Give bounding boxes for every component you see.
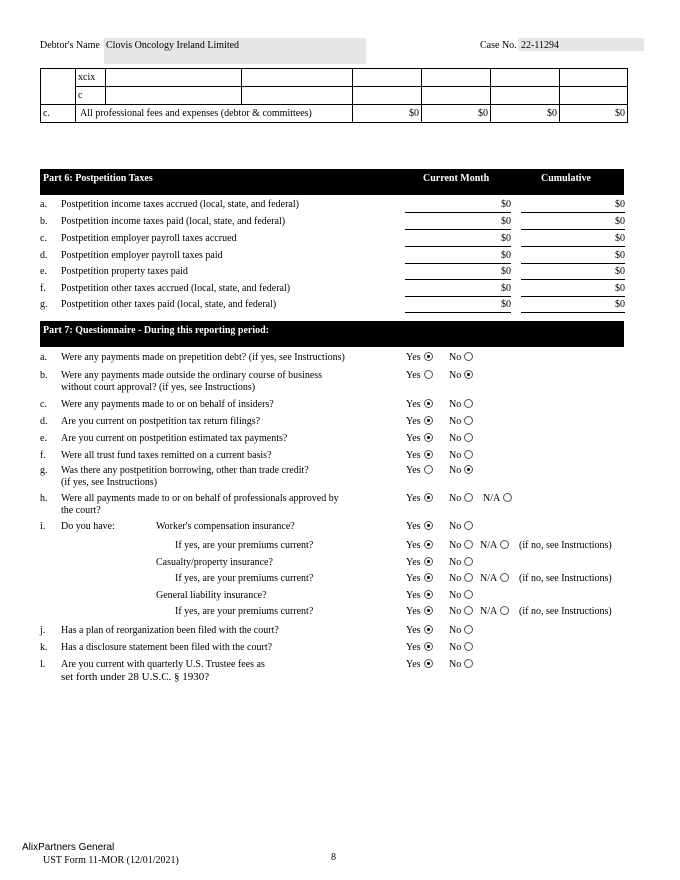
total-row-label: All professional fees and expenses (debtor & committees): [76, 105, 353, 123]
row-id: c: [76, 87, 106, 105]
current-month-value: $0: [405, 266, 511, 280]
no-radio[interactable]: [464, 370, 473, 379]
part6-col-current: Current Month: [423, 173, 490, 184]
no-radio[interactable]: [464, 399, 473, 408]
debtor-name-label: Debtor's Name: [40, 40, 100, 51]
case-number-value: 22-11294: [521, 40, 559, 51]
no-radio[interactable]: [464, 557, 473, 566]
part6-row: b. Postpetition income taxes paid (local, state, and federal) $0 $0: [40, 216, 630, 232]
yes-radio[interactable]: [424, 540, 433, 549]
no-radio[interactable]: [464, 590, 473, 599]
footer-brand: AlixPartners General: [22, 842, 115, 853]
no-radio[interactable]: [464, 540, 473, 549]
part6-row: d. Postpetition employer payroll taxes paid $0 $0: [40, 250, 630, 266]
no-radio[interactable]: [464, 606, 473, 615]
part6-col-cumulative: Cumulative: [541, 173, 591, 184]
total-value: $0: [353, 105, 422, 123]
part7-header-bar: [40, 321, 624, 347]
page-number: 8: [331, 852, 336, 863]
part6-row: g. Postpetition other taxes paid (local, state, and federal) $0 $0: [40, 299, 630, 315]
total-row: [41, 105, 628, 123]
yes-radio[interactable]: [424, 399, 433, 408]
na-radio[interactable]: [503, 493, 512, 502]
case-number-label: Case No.: [480, 40, 517, 51]
yes-radio[interactable]: [424, 521, 433, 530]
current-month-value: $0: [405, 199, 511, 213]
yes-radio[interactable]: [424, 370, 433, 379]
total-value: $0: [491, 105, 560, 123]
cumulative-value: $0: [521, 216, 625, 230]
na-radio[interactable]: [500, 573, 509, 582]
na-radio[interactable]: [500, 606, 509, 615]
professional-fees-table: [40, 68, 628, 123]
part6-row: f. Postpetition other taxes accrued (local, state, and federal) $0 $0: [40, 283, 630, 299]
cumulative-value: $0: [521, 233, 625, 247]
no-radio[interactable]: [464, 659, 473, 668]
current-month-value: $0: [405, 233, 511, 247]
yes-radio[interactable]: [424, 450, 433, 459]
cumulative-value: $0: [521, 299, 625, 313]
part6-title: Part 6: Postpetition Taxes: [43, 173, 153, 184]
part6-row: c. Postpetition employer payroll taxes accrued $0 $0: [40, 233, 630, 249]
yes-radio[interactable]: [424, 493, 433, 502]
cumulative-value: $0: [521, 283, 625, 297]
yes-radio[interactable]: [424, 557, 433, 566]
na-radio[interactable]: [500, 540, 509, 549]
current-month-value: $0: [405, 250, 511, 264]
current-month-value: $0: [405, 299, 511, 313]
yes-radio[interactable]: [424, 573, 433, 582]
total-value: $0: [422, 105, 491, 123]
no-radio[interactable]: [464, 465, 473, 474]
no-radio[interactable]: [464, 352, 473, 361]
no-radio[interactable]: [464, 493, 473, 502]
yes-radio[interactable]: [424, 590, 433, 599]
current-month-value: $0: [405, 216, 511, 230]
part6-row: e. Postpetition property taxes paid $0 $0: [40, 266, 630, 282]
no-radio[interactable]: [464, 450, 473, 459]
table-row: [41, 69, 628, 87]
cumulative-value: $0: [521, 199, 625, 213]
yes-radio[interactable]: [424, 606, 433, 615]
yes-radio[interactable]: [424, 352, 433, 361]
table-row: [41, 87, 628, 105]
yes-radio[interactable]: [424, 433, 433, 442]
yes-radio[interactable]: [424, 625, 433, 634]
part6-row: a. Postpetition income taxes accrued (local, state, and federal) $0 $0: [40, 199, 630, 215]
yes-radio[interactable]: [424, 416, 433, 425]
yes-radio[interactable]: [424, 465, 433, 474]
part6-header-bar: [40, 169, 624, 195]
total-row-letter: c.: [41, 105, 76, 123]
no-radio[interactable]: [464, 521, 473, 530]
part7-title: Part 7: Questionnaire - During this reporting period:: [43, 325, 270, 336]
no-radio[interactable]: [464, 416, 473, 425]
cumulative-value: $0: [521, 250, 625, 264]
no-radio[interactable]: [464, 625, 473, 634]
row-id: xcix: [76, 69, 106, 87]
do-you-have-label: Do you have:: [61, 521, 115, 532]
total-value: $0: [560, 105, 628, 123]
yes-radio[interactable]: [424, 642, 433, 651]
cumulative-value: $0: [521, 266, 625, 280]
yes-radio[interactable]: [424, 659, 433, 668]
no-radio[interactable]: [464, 573, 473, 582]
debtor-name-value: Clovis Oncology Ireland Limited: [106, 40, 240, 51]
no-radio[interactable]: [464, 642, 473, 651]
no-radio[interactable]: [464, 433, 473, 442]
current-month-value: $0: [405, 283, 511, 297]
footer-form-id: UST Form 11-MOR (12/01/2021): [43, 855, 179, 866]
